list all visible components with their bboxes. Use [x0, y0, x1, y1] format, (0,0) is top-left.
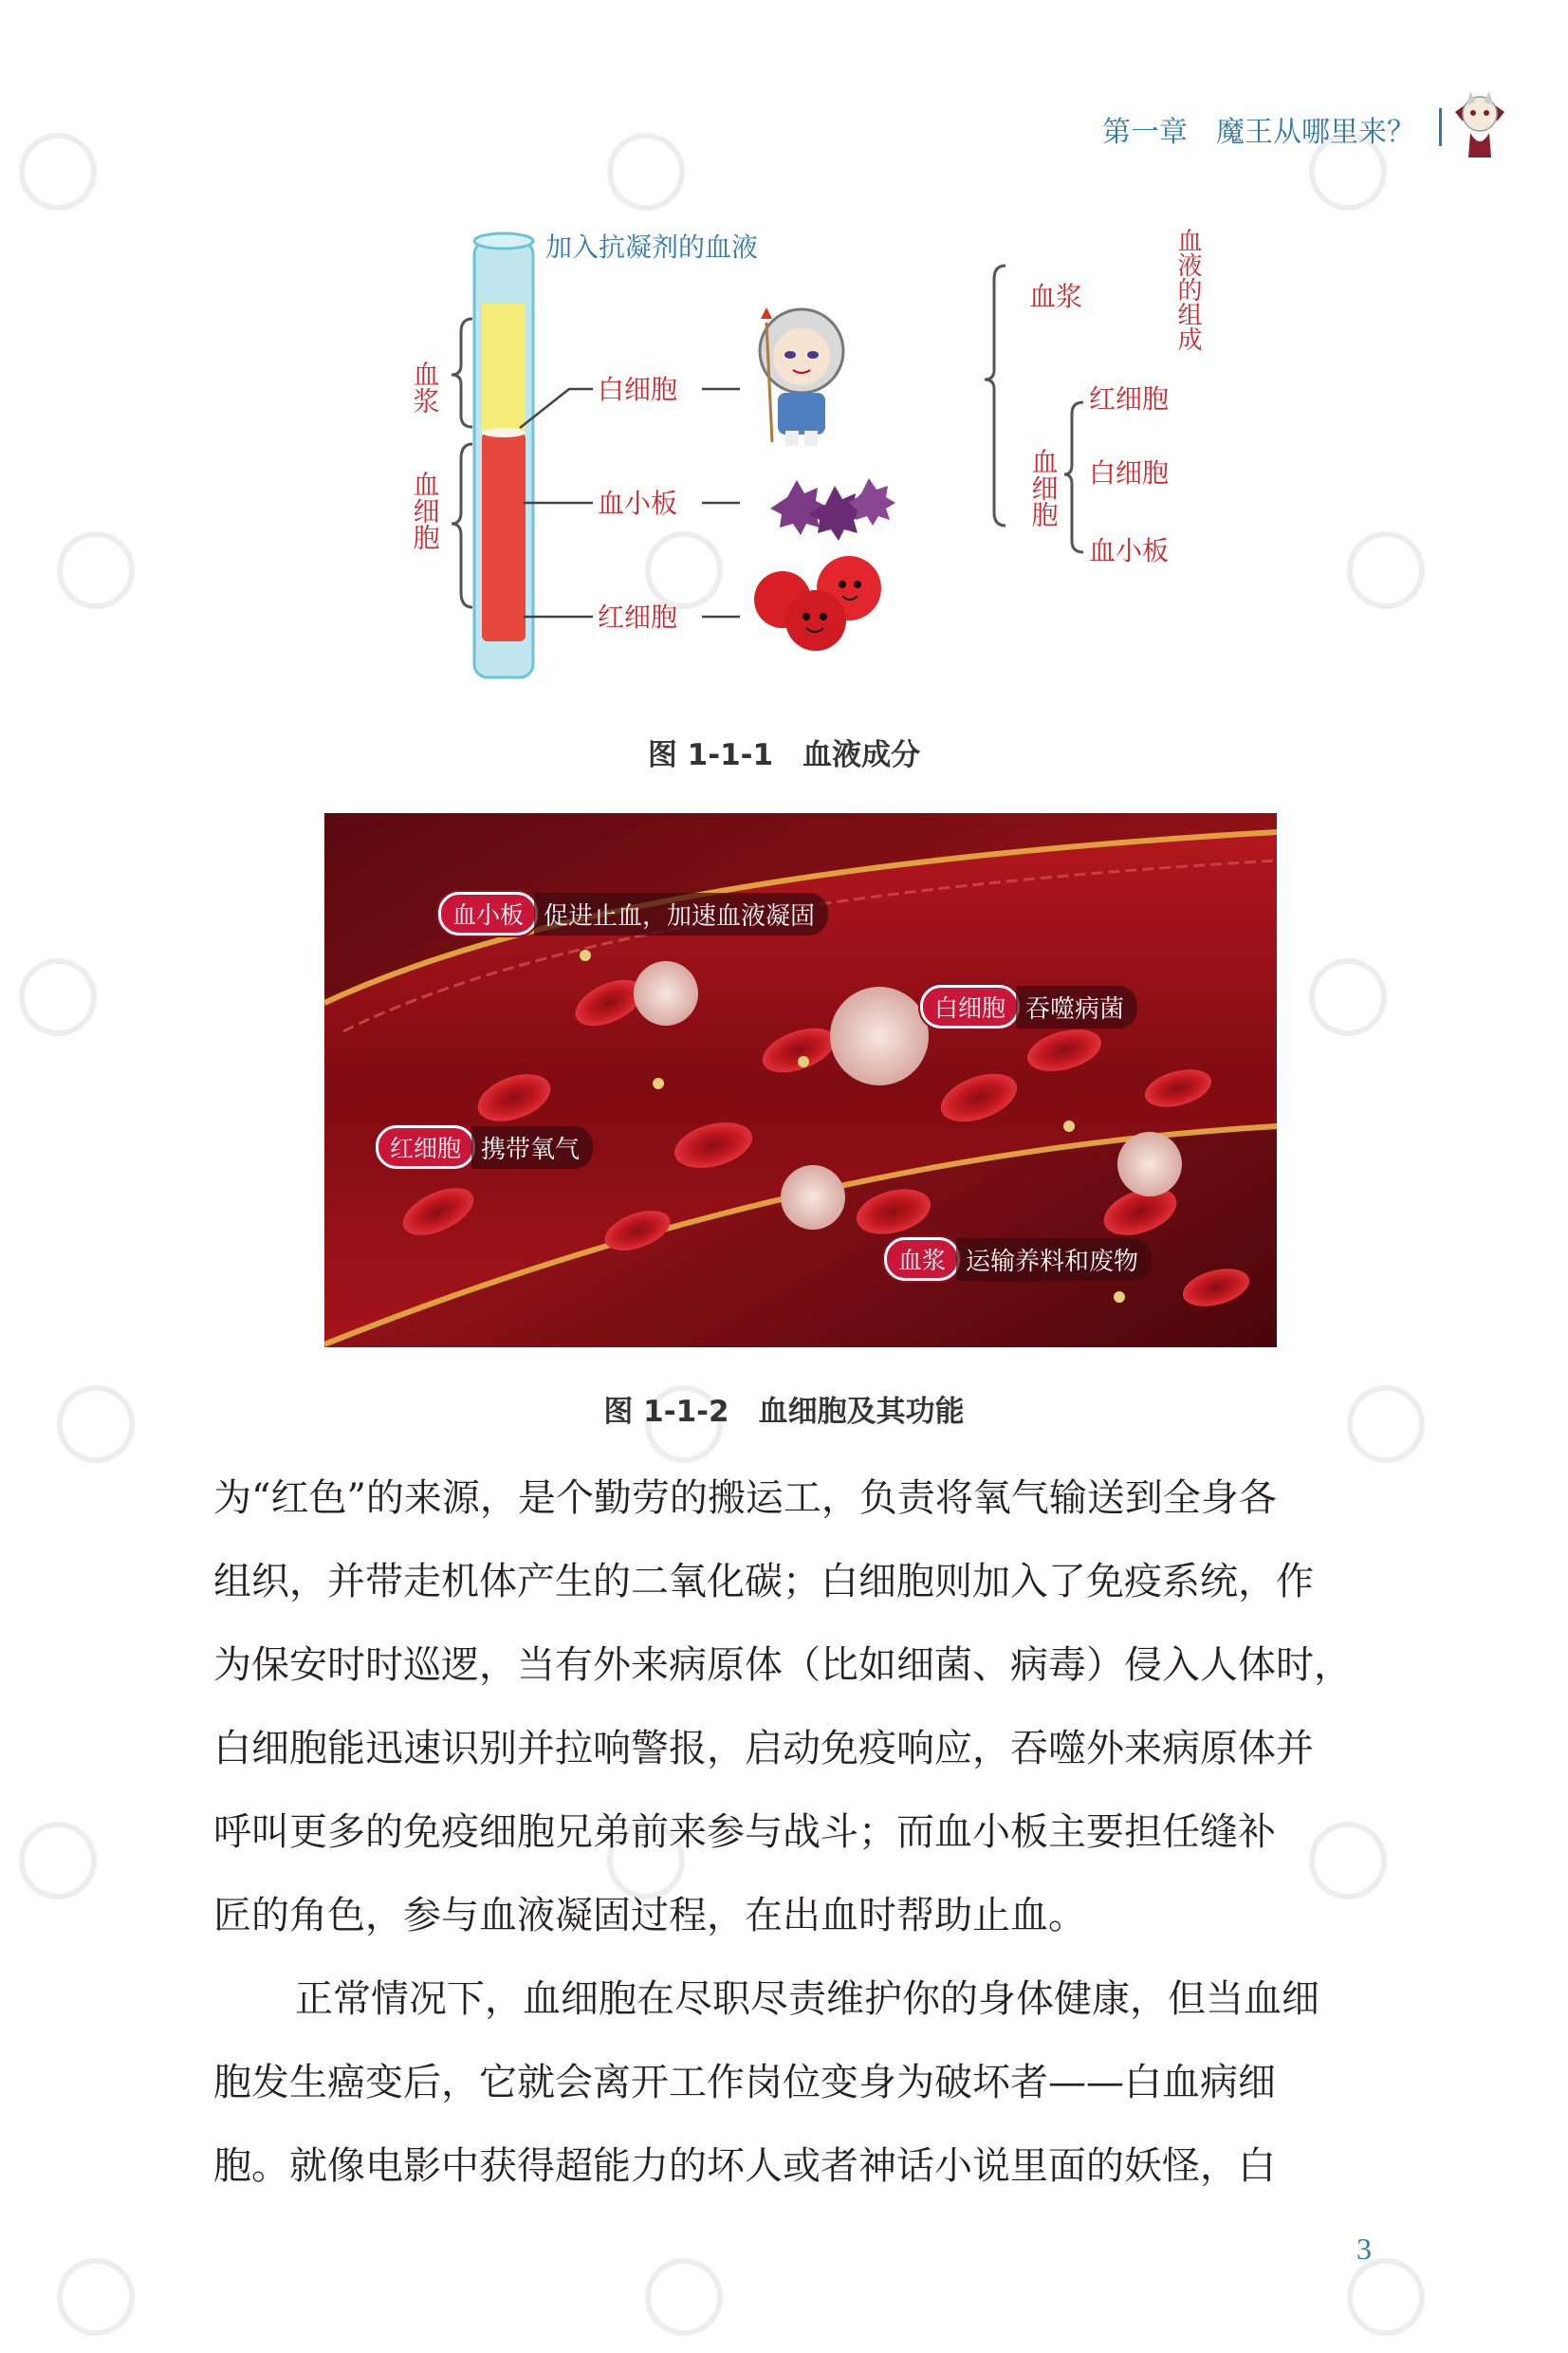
body-line: 为“红色”的来源，是个勤劳的搬运工，负责将氧气输送到全身各 — [213, 1476, 1277, 1520]
tag-wbc-desc: 吞噬病菌 — [1016, 986, 1137, 1028]
watermark-logo-icon — [57, 2258, 135, 2336]
watermark-logo-icon — [19, 133, 97, 211]
running-header — [987, 102, 1518, 159]
watermark-logo-icon — [645, 2258, 723, 2336]
tag-platelet — [438, 893, 828, 935]
body-line: 呼叫更多的免疫细胞兄弟前来参与战斗；而血小板主要担任缝补 — [213, 1810, 1276, 1854]
body-line: 白细胞能迅速识别并拉响警报，启动免疫响应，吞噬外来病原体并 — [213, 1727, 1314, 1770]
watermark-logo-icon — [1347, 531, 1425, 609]
tree-cells-brace — [1064, 402, 1083, 552]
watermark-logo-icon — [607, 133, 685, 211]
chapter-title: 第一章 魔王从哪里来？ — [1102, 116, 1415, 149]
body-line: 胞。就像电影中获得超能力的坏人或者神话小说里面的妖怪，白 — [213, 2144, 1276, 2188]
body-line: 匠的角色，参与血液凝固过程，在出血时帮助止血。 — [213, 1894, 1086, 1937]
arrow-wbc-label: 白细胞 — [598, 374, 678, 405]
body-line: 组织，并带走机体产生的二氧化碳；白细胞则加入了免疫系统，作 — [213, 1560, 1314, 1603]
tag-rbc — [376, 1126, 593, 1168]
figure-blood-vessel — [324, 813, 1277, 1347]
left-cells-label: 血细胞 — [409, 471, 441, 550]
tag-rbc-desc: 携带氧气 — [471, 1126, 593, 1169]
tag-plasma-name: 血浆 — [884, 1237, 960, 1281]
body-paragraph-2 — [213, 1957, 1390, 2208]
tree-plasma-label: 血浆 — [1029, 281, 1083, 312]
tree-wbc-label: 白细胞 — [1089, 457, 1170, 489]
tag-plasma — [884, 1238, 1152, 1280]
test-tube-illustration — [474, 233, 533, 677]
watermark-logo-icon — [1347, 2258, 1425, 2336]
plasma-brace — [452, 319, 472, 427]
tag-platelet-name: 血小板 — [438, 892, 538, 936]
left-plasma-label: 血浆 — [409, 361, 441, 414]
page-number: 3 — [1356, 2232, 1372, 2266]
watermark-logo-icon — [19, 958, 97, 1036]
tag-wbc — [920, 986, 1137, 1028]
header-divider — [1439, 108, 1442, 146]
body-line: 胞发生癌变后，它就会离开工作岗位变身为破坏者——白血病细 — [213, 2061, 1276, 2104]
tag-plasma-desc: 运输养料和废物 — [956, 1238, 1152, 1281]
tree-rbc-label: 红细胞 — [1089, 383, 1170, 415]
body-paragraph-1 — [213, 1456, 1390, 1957]
watermark-logo-icon — [19, 1822, 97, 1899]
watermark-logo-icon — [1309, 958, 1387, 1036]
platelet-illustration — [770, 478, 895, 541]
cells-brace — [452, 444, 472, 607]
tag-rbc-name: 红细胞 — [376, 1125, 475, 1169]
tag-platelet-desc: 促进止血，加速血液凝固 — [534, 893, 828, 936]
top-label: 加入抗凝剂的血液 — [545, 232, 759, 263]
figure1-caption: 图 1-1-1 血液成分 — [647, 738, 921, 772]
rbc-illustration — [754, 556, 881, 651]
tag-wbc-name: 白细胞 — [920, 985, 1020, 1028]
tree-cells-label: 血细胞 — [1027, 448, 1060, 528]
figure-blood-components — [379, 228, 1262, 702]
wbc-knight-illustration — [760, 307, 843, 446]
tree-root-label: 血液的组成 — [1173, 228, 1202, 351]
arrow-platelet-label: 血小板 — [598, 488, 678, 519]
demon-mascot-icon — [1449, 83, 1510, 163]
arrow-rbc-label: 红细胞 — [598, 602, 678, 633]
watermark-logo-icon — [57, 531, 135, 609]
body-line: 为保安时时巡逻，当有外来病原体（比如细菌、病毒）侵入人体时， — [213, 1643, 1352, 1687]
tree-platelet-label: 血小板 — [1089, 535, 1170, 566]
figure2-caption: 图 1-1-2 血细胞及其功能 — [603, 1395, 965, 1429]
tree-root-brace — [985, 266, 1005, 526]
body-line: 正常情况下，血细胞在尽职尽责维护你的身体健康，但当血细 — [295, 1977, 1319, 2021]
